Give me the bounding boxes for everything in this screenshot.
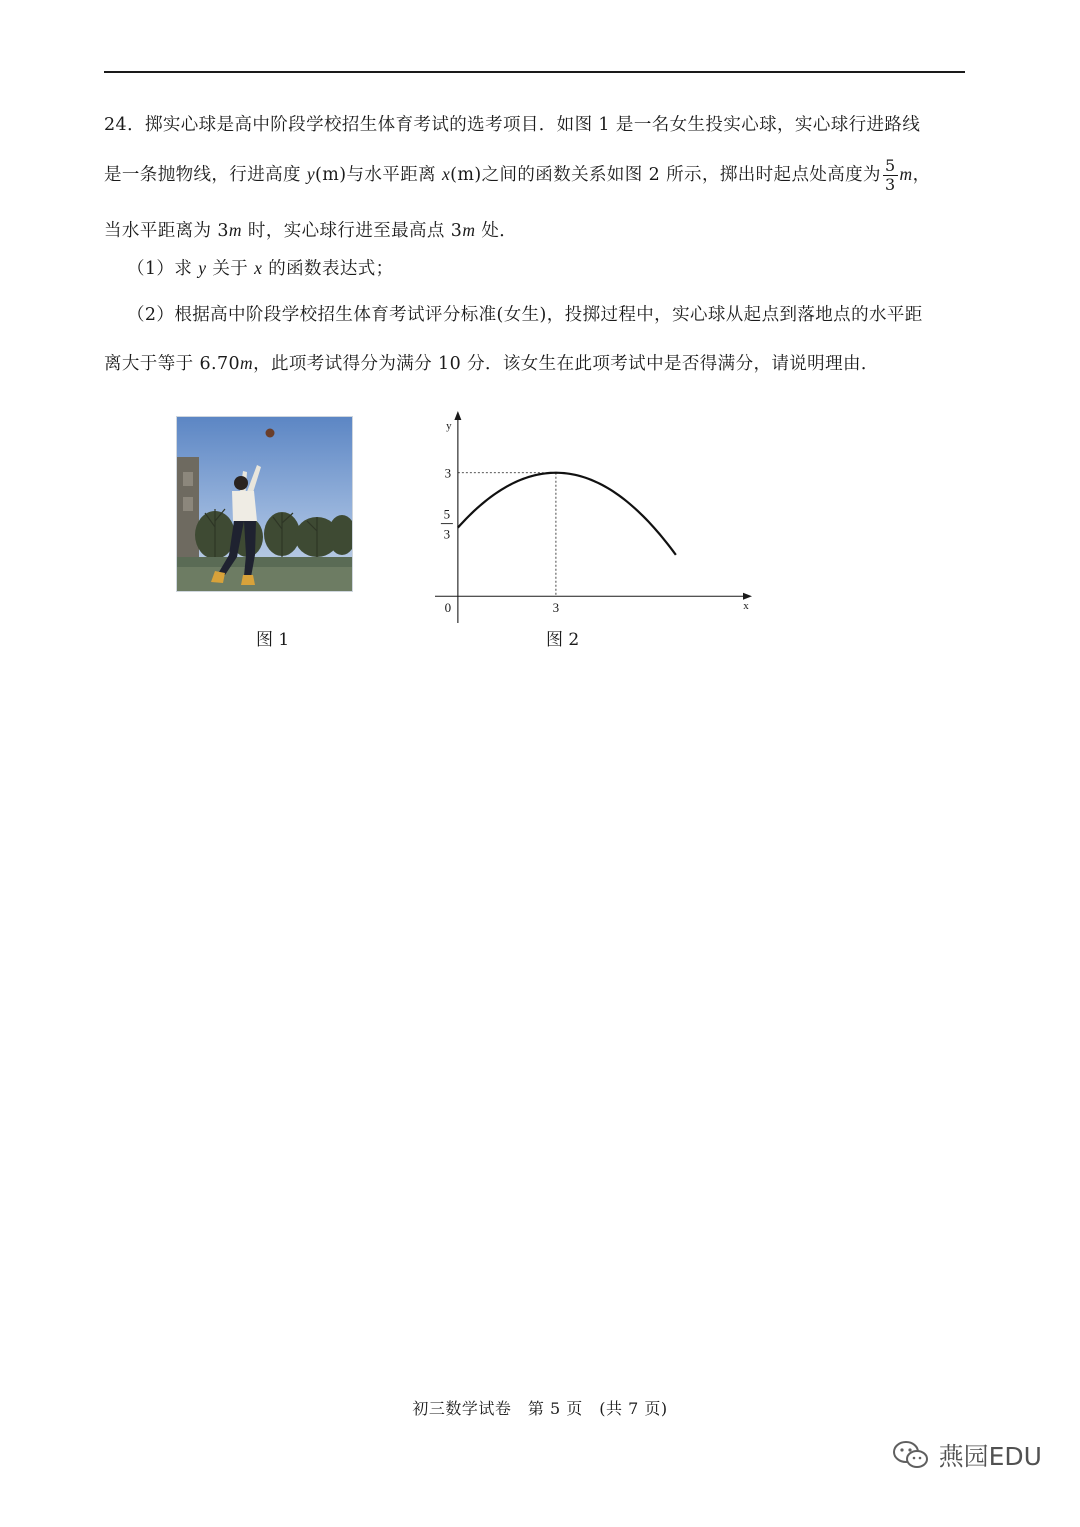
fraction-five-thirds <box>883 157 898 194</box>
unit-m: m <box>899 164 913 184</box>
text-segment: 离大于等于 6.70 <box>104 354 241 374</box>
figure-1-photo <box>176 416 353 592</box>
unit-m: m <box>240 353 254 373</box>
watermark-text: 燕园EDU <box>938 1442 1042 1471</box>
question-line-1 <box>104 113 920 137</box>
figure-1-caption: 图 1 <box>256 630 290 650</box>
unit-m: m <box>462 220 476 240</box>
y-start-label-numerator: 5 <box>443 506 451 522</box>
var-x: x <box>441 164 451 184</box>
y-axis-arrow <box>454 411 461 420</box>
text-segment: 时，实心球行进至最高点 3 <box>241 221 463 241</box>
text-segment: （1）求 <box>127 259 199 279</box>
y-tick-label: 3 <box>444 465 452 481</box>
origin-label: 0 <box>444 600 452 616</box>
part-2-line-2 <box>104 351 879 376</box>
text-segment: 是一条抛物线，行进高度 <box>104 165 307 185</box>
x-tick-label: 3 <box>552 600 560 616</box>
text-segment: 的函数表达式； <box>262 259 394 279</box>
question-line-2 <box>104 157 931 194</box>
unit-m: m <box>228 220 242 240</box>
figure-2-caption: 图 2 <box>546 630 580 650</box>
question-line-3 <box>104 218 517 243</box>
fraction-numerator: 5 <box>884 156 896 175</box>
text-segment: 当水平距离为 3 <box>104 221 229 241</box>
var-y: y <box>198 258 207 278</box>
text-segment: （2）根据高中阶段学校招生体育考试评分标准(女生)，投掷过程中，实心球从起点到落地点的水平距 <box>127 305 923 325</box>
text-segment: 处． <box>475 221 518 241</box>
page-footer: 初三数学试卷 第 5 页 (共 7 页) <box>412 1399 668 1418</box>
text-segment: (m)与水平距离 <box>315 165 442 185</box>
part-1 <box>127 256 394 281</box>
var-x: x <box>254 258 263 278</box>
fraction-denominator: 3 <box>884 175 896 194</box>
photo-girl-throwing-ball <box>177 417 352 591</box>
watermark <box>891 1437 1042 1473</box>
top-rule <box>104 71 965 73</box>
part-2-line-1 <box>127 303 923 327</box>
question-text: 24．掷实心球是高中阶段学校招生体育考试的选考项目．如图 1 是一名女生投实心球，实心球行进路线 <box>104 115 921 135</box>
text-segment: (m)之间的函数关系如图 2 所示，掷出时起点处高度为 <box>450 165 881 185</box>
x-axis-arrow <box>743 593 752 600</box>
figure-2-chart <box>430 405 760 630</box>
text-segment: ，此项考试得分为满分 10 分．该女生在此项考试中是否得满分，请说明理由． <box>253 354 879 374</box>
trajectory-curve <box>458 473 676 555</box>
text-segment: ， <box>912 165 931 185</box>
y-axis-label: y <box>446 420 452 432</box>
var-y: y <box>306 164 316 184</box>
x-axis-label: x <box>743 600 749 613</box>
y-start-label-denominator: 3 <box>443 526 451 542</box>
text-segment: 关于 <box>206 259 255 279</box>
wechat-icon <box>891 1439 931 1471</box>
